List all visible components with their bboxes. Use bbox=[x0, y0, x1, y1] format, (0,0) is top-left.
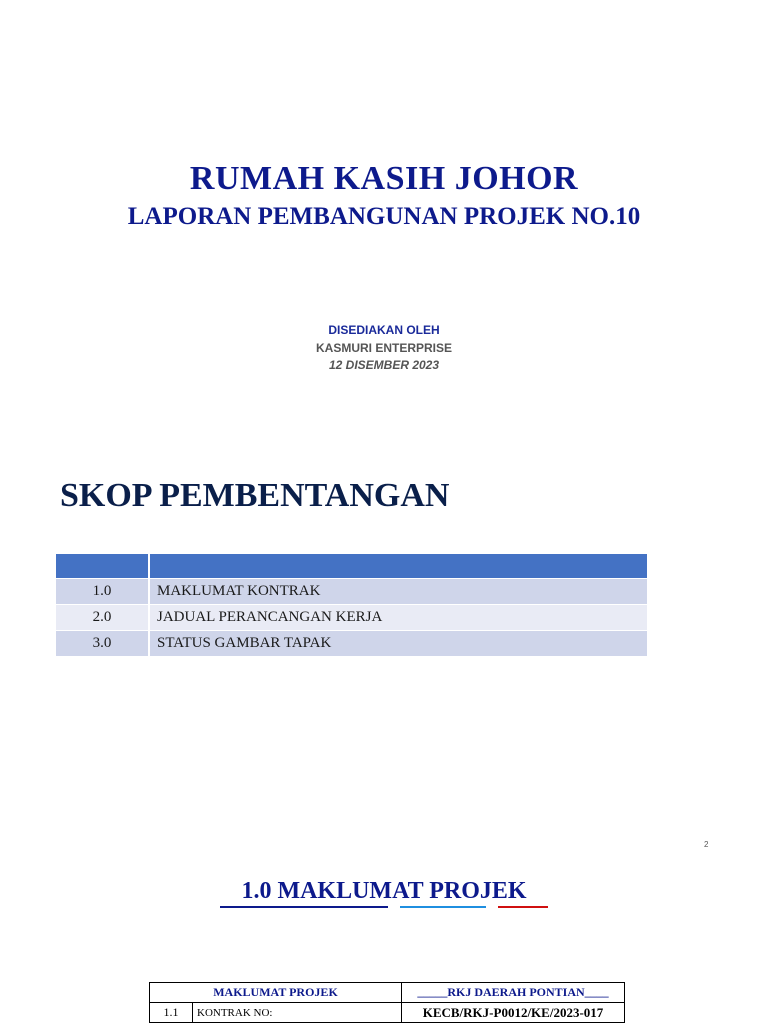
project-info-table bbox=[149, 982, 625, 1023]
scope-row-num: 2.0 bbox=[56, 605, 149, 631]
scope-table-header bbox=[56, 554, 647, 579]
scope-row-label: STATUS GAMBAR TAPAK bbox=[149, 631, 647, 657]
project-info-row-label: KONTRAK NO: bbox=[193, 1003, 402, 1023]
project-info-row-num: 1.1 bbox=[150, 1003, 193, 1023]
table-row bbox=[150, 1003, 625, 1023]
scope-row-label: MAKLUMAT KONTRAK bbox=[149, 579, 647, 605]
section-title-underline bbox=[220, 906, 550, 909]
project-info-row-value: KECB/RKJ-P0012/KE/2023-017 bbox=[402, 1003, 625, 1023]
report-date: 12 DISEMBER 2023 bbox=[328, 358, 440, 372]
scope-heading: SKOP PEMBENTANGAN bbox=[60, 477, 450, 514]
report-title: RUMAH KASIH JOHOR bbox=[189, 160, 579, 197]
scope-header-label-cell bbox=[149, 554, 647, 579]
prepared-by-company: KASMURI ENTERPRISE bbox=[315, 341, 452, 355]
report-subtitle: LAPORAN PEMBANGUNAN PROJEK NO.10 bbox=[127, 203, 641, 230]
project-info-header bbox=[150, 983, 625, 1003]
underline-segment-dark-blue bbox=[220, 906, 388, 908]
table-row bbox=[56, 631, 647, 657]
project-info-header-right: _____RKJ DAERAH PONTIAN____ bbox=[402, 983, 625, 1003]
table-row bbox=[56, 579, 647, 605]
section-title: 1.0 MAKLUMAT PROJEK bbox=[241, 878, 527, 904]
scope-row-num: 3.0 bbox=[56, 631, 149, 657]
scope-table bbox=[56, 554, 647, 657]
scope-row-num: 1.0 bbox=[56, 579, 149, 605]
project-info-header-left: MAKLUMAT PROJEK bbox=[150, 983, 402, 1003]
scope-row-label: JADUAL PERANCANGAN KERJA bbox=[149, 605, 647, 631]
table-row bbox=[56, 605, 647, 631]
underline-segment-light-blue bbox=[400, 906, 486, 908]
page-number: 2 bbox=[704, 840, 709, 849]
prepared-by-label: DISEDIAKAN OLEH bbox=[328, 323, 440, 337]
underline-segment-red bbox=[498, 906, 548, 908]
scope-header-num-cell bbox=[56, 554, 149, 579]
